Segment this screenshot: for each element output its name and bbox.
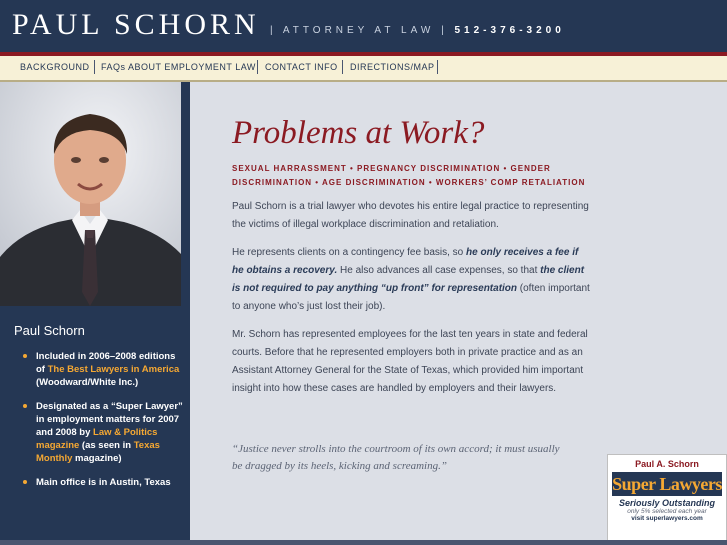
badge-tagline: Seriously Outstanding — [618, 498, 715, 508]
fee-paragraph — [232, 244, 592, 316]
badge-url[interactable]: visit superlawyers.com — [631, 515, 703, 522]
fee-text: (often important to anyone who’s just lost their job). — [232, 283, 590, 312]
footer-strip — [0, 540, 727, 545]
nav-directions[interactable]: DIRECTIONS/MAP — [350, 62, 435, 72]
badge-note: only 5% selected each year — [627, 508, 707, 515]
portrait-illustration — [0, 82, 181, 306]
best-lawyers-link[interactable]: The Best Lawyers in America — [47, 364, 180, 375]
credential-text: (Woodward/White Inc.) — [36, 377, 139, 388]
super-lawyers-badge[interactable] — [607, 454, 727, 541]
intro-paragraph: Paul Schorn is a trial lawyer who devotes his entire legal practice to representing the victims of illegal workplace discrimination and retaliation. — [232, 201, 589, 230]
phone-number: 512-376-3200 — [454, 25, 565, 36]
attorney-photo — [0, 82, 181, 306]
credential-super-lawyer — [36, 400, 186, 465]
nav-separator — [437, 60, 438, 74]
fee-emphasis: he only receives a fee if he obtains a recovery. — [232, 247, 579, 276]
nav-contact[interactable]: CONTACT INFO — [265, 62, 338, 72]
credential-text: magazine) — [72, 453, 122, 464]
credential-text: Included in 2006–2008 editions of — [36, 351, 176, 375]
nav-background[interactable]: BACKGROUND — [20, 62, 90, 72]
sidebar-edge — [181, 82, 190, 306]
experience-paragraph: Mr. Schorn has represented employees for the last ten years in state and federal courts. Before that he represented employers both in private practice and as an Assistant Attorney General for the State of Texas, which provided him important insight into how these cases are handled by employers and their lawyers. — [232, 329, 588, 394]
credential-office — [36, 476, 186, 489]
fee-text: He represents clients on a contingency fee basis, so — [232, 247, 467, 258]
tagline-title: | ATTORNEY AT LAW | — [270, 25, 448, 36]
fee-emphasis: the client is not required to pay anything “up front” for representation — [232, 265, 585, 294]
badge-name: Paul A. Schorn — [635, 459, 699, 469]
super-lawyers-logo: Super Lawyers — [612, 474, 722, 494]
credential-best-lawyers — [36, 350, 186, 389]
texas-monthly-link[interactable]: Texas Monthly — [36, 440, 160, 464]
law-politics-link[interactable]: Law & Politics magazine — [36, 427, 158, 451]
credentials-list — [14, 350, 186, 500]
nav-bar — [0, 56, 727, 82]
brand-name[interactable]: PAUL SCHORN — [12, 8, 260, 41]
credential-text: Designated as a “Super Lawyer” in employment matters for 2007 and 2008 by — [36, 401, 183, 438]
nav-separator — [342, 60, 343, 74]
tagline — [270, 25, 565, 36]
practice-areas: SEXUAL HARRASSMENT • PREGNANCY DISCRIMINATION • GENDER DISCRIMINATION • AGE DISCRIMINATION • WORKERS’ COMP RETALIATION — [232, 164, 586, 187]
fee-text: He also advances all case expenses, so that — [337, 265, 541, 276]
credential-text: (as seen in — [79, 440, 134, 451]
nav-separator — [94, 60, 95, 74]
nav-faqs[interactable]: FAQs ABOUT EMPLOYMENT LAW — [101, 62, 256, 72]
nav-separator — [257, 60, 258, 74]
justice-quote: “Justice never strolls into the courtroom of its own accord; it must usually be dragged by its heels, kicking and screaming.” — [232, 443, 560, 472]
sidebar-name: Paul Schorn — [14, 323, 85, 338]
page-title: Problems at Work? — [232, 115, 485, 151]
credential-text: Main office is in Austin, Texas — [36, 477, 171, 488]
